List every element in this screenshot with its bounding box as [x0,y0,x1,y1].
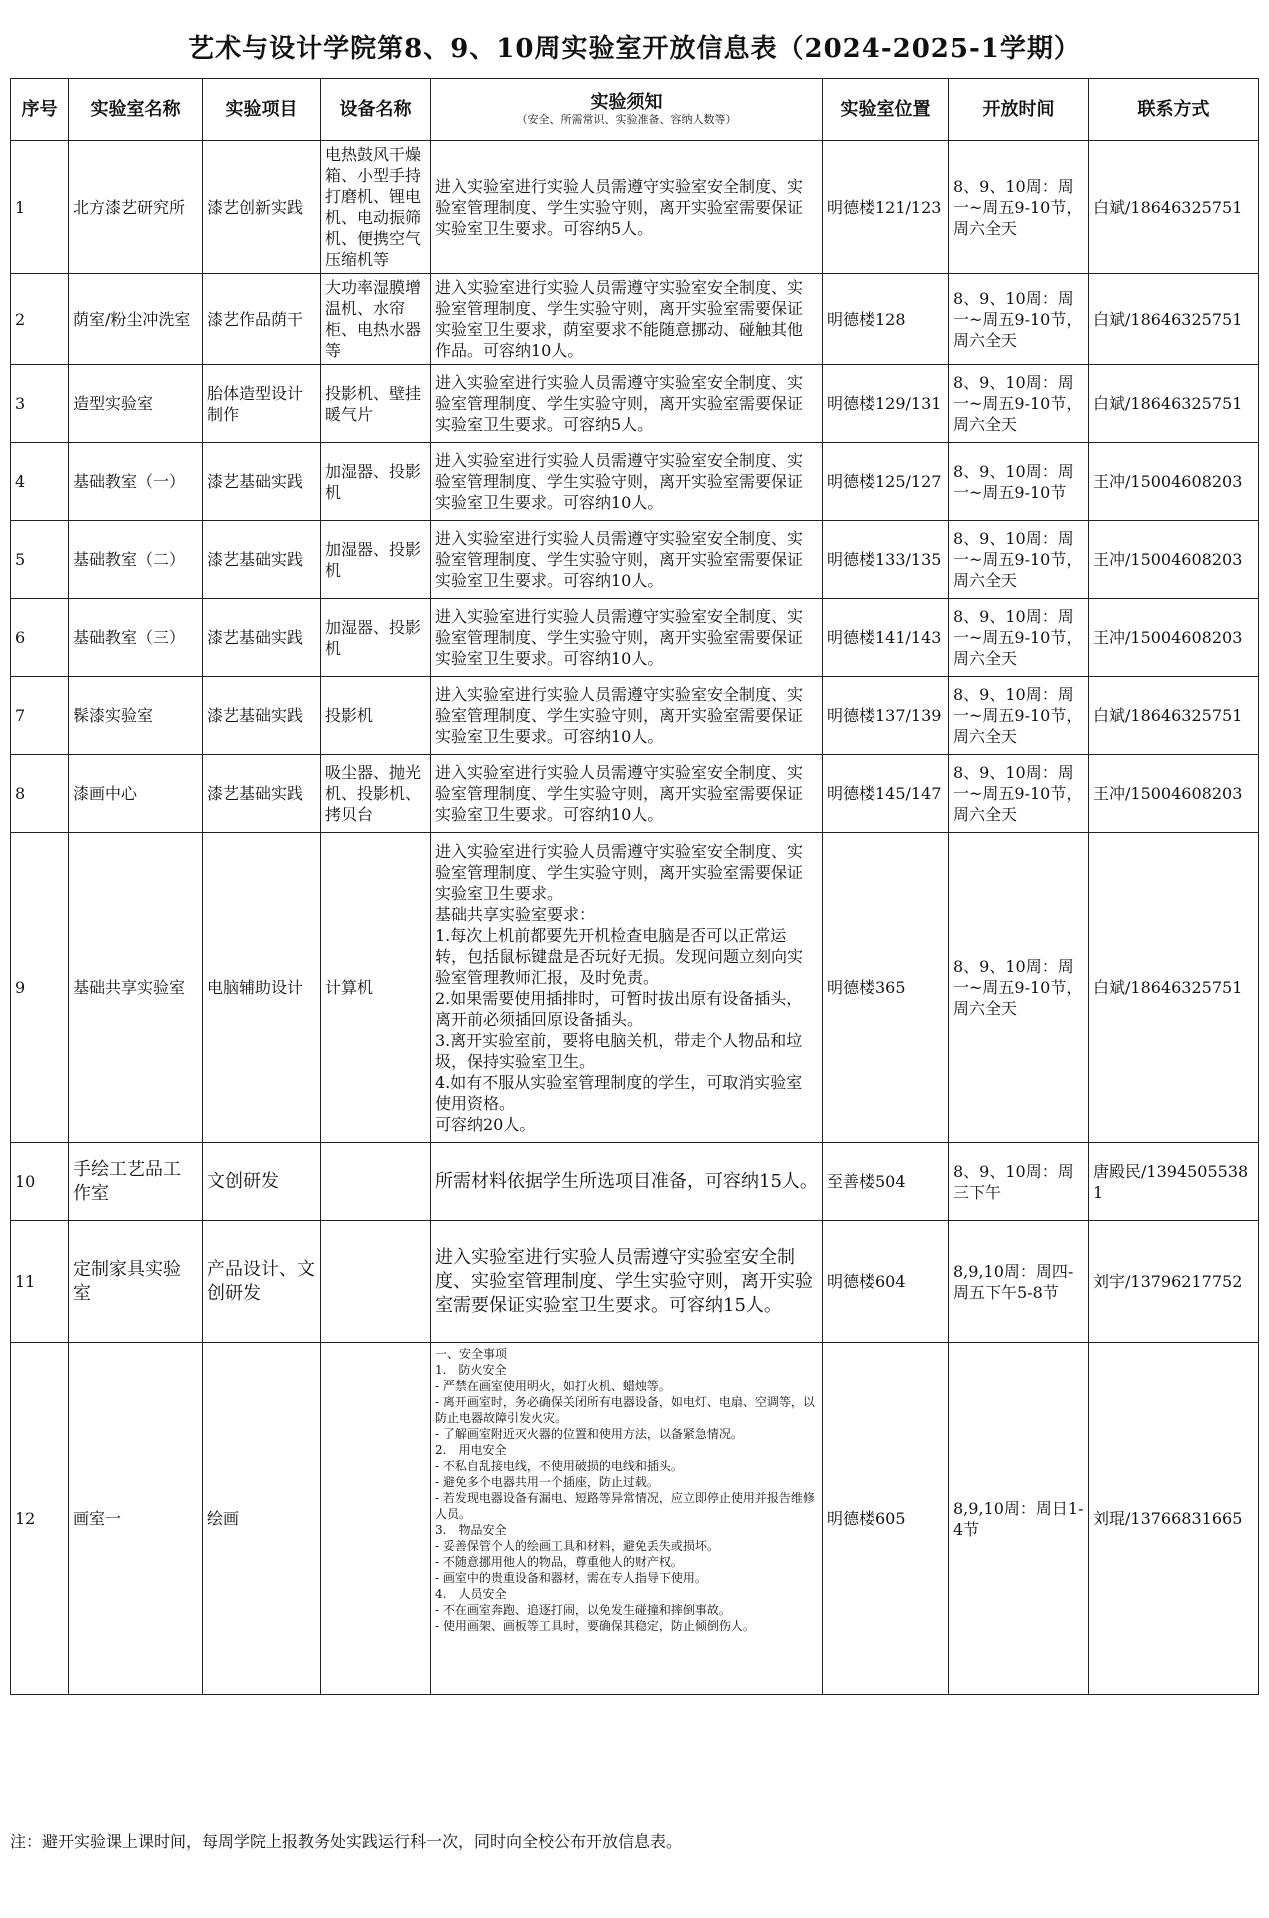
cell-no: 5 [11,521,69,599]
cell-notes: 进入实验室进行实验人员需遵守实验室安全制度、实验室管理制度、学生实验守则，离开实验室需要保证实验室卫生要求。可容纳10人。 [431,677,823,755]
cell-no: 10 [11,1143,69,1221]
cell-contact: 刘宇/13796217752 [1089,1221,1259,1343]
cell-equipment [321,1143,431,1221]
header-contact: 联系方式 [1089,79,1259,141]
table-row [11,443,1259,521]
cell-project: 绘画 [203,1343,321,1695]
cell-name: 造型实验室 [69,365,203,443]
page-title: 艺术与设计学院第8、9、10周实验室开放信息表（2024-2025-1学期） [188,34,1081,64]
header-notes-title: 实验须知 [590,92,663,113]
cell-name: 基础共享实验室 [69,833,203,1143]
cell-time: 8、9、10周：周一~周五9-10节 [949,443,1089,521]
header-project: 实验项目 [203,79,321,141]
cell-notes: 进入实验室进行实验人员需遵守实验室安全制度、实验室管理制度、学生实验守则，离开实验室需要保证实验室卫生要求。可容纳10人。 [431,599,823,677]
cell-equipment: 加湿器、投影机 [321,599,431,677]
cell-contact: 王冲/15004608203 [1089,521,1259,599]
cell-name: 基础教室（二） [69,521,203,599]
cell-notes: 进入实验室进行实验人员需遵守实验室安全制度、实验室管理制度、学生实验守则，离开实验室需要保证实验室卫生要求。可容纳5人。 [431,141,823,274]
table-row [11,365,1259,443]
cell-no: 7 [11,677,69,755]
cell-time: 8,9,10周：周日1-4节 [949,1343,1089,1695]
cell-notes: 进入实验室进行实验人员需遵守实验室安全制度、实验室管理制度、学生实验守则，离开实验室需要保证实验室卫生要求。可容纳15人。 [431,1221,823,1343]
cell-contact: 刘琨/13766831665 [1089,1343,1259,1695]
cell-location: 至善楼504 [823,1143,949,1221]
cell-time: 8、9、10周：周一~周五9-10节，周六全天 [949,755,1089,833]
table-row [11,677,1259,755]
cell-project: 漆艺基础实践 [203,443,321,521]
table-row [11,833,1259,1143]
cell-project: 电脑辅助设计 [203,833,321,1143]
header-equipment: 设备名称 [321,79,431,141]
cell-no: 1 [11,141,69,274]
cell-location: 明德楼129/131 [823,365,949,443]
cell-equipment [321,1221,431,1343]
cell-name: 画室一 [69,1343,203,1695]
header-no: 序号 [11,79,69,141]
cell-project: 漆艺创新实践 [203,141,321,274]
cell-no: 9 [11,833,69,1143]
table-row [11,755,1259,833]
cell-notes: 进入实验室进行实验人员需遵守实验室安全制度、实验室管理制度、学生实验守则，离开实验室需要保证实验室卫生要求。可容纳10人。 [431,443,823,521]
cell-location: 明德楼365 [823,833,949,1143]
cell-contact: 白斌/18646325751 [1089,365,1259,443]
cell-time: 8、9、10周：周一~周五9-10节，周六全天 [949,365,1089,443]
table-row [11,274,1259,365]
cell-contact: 唐殿民/13945055381 [1089,1143,1259,1221]
cell-equipment: 投影机、壁挂暖气片 [321,365,431,443]
cell-location: 明德楼121/123 [823,141,949,274]
cell-equipment: 加湿器、投影机 [321,443,431,521]
cell-no: 4 [11,443,69,521]
header-notes [431,79,823,141]
cell-equipment: 加湿器、投影机 [321,521,431,599]
cell-project: 漆艺基础实践 [203,599,321,677]
cell-equipment [321,1343,431,1695]
cell-equipment: 计算机 [321,833,431,1143]
cell-notes: 所需材料依据学生所选项目准备，可容纳15人。 [431,1143,823,1221]
cell-time: 8、9、10周：周一~周五9-10节，周六全天 [949,141,1089,274]
cell-project: 漆艺基础实践 [203,521,321,599]
cell-time: 8、9、10周：周一~周五9-10节，周六全天 [949,599,1089,677]
header-notes-subtitle: （安全、所需常识、实验准备、容纳人数等） [516,113,737,126]
cell-time: 8、9、10周：周一~周五9-10节，周六全天 [949,833,1089,1143]
cell-notes: 一、安全事项 1. 防火安全 - 严禁在画室使用明火，如打火机、蜡烛等。 - 离开画室时，务必确保关闭所有电器设备，如电灯、电扇、空调等，以防止电器故障引发火灾。 - 了解画室附近灭火器的位置和使用方法，以备紧急情况。 2. 用电安全 - 不私自乱接电线，不使用破损的电线和插头。 - 避免多个电器共用一个插座，防止过载。 - 若发现电器设备有漏电、短路等异常情况，应立即停止使用并报告维修人员。 3. 物品安全 - 妥善保管个人的绘画工具和材料，避免丢失或损坏。 - 不随意挪用他人的物品，尊重他人的财产权。 - 画室中的贵重设备和器材，需在专人指导下使用。 4. 人员安全 - 不在画室奔跑、追逐打闹，以免发生碰撞和摔倒事故。 - 使用画架、画板等工具时，要确保其稳定，防止倾倒伤人。 [431,1343,823,1695]
cell-time: 8、9、10周：周三下午 [949,1143,1089,1221]
cell-notes: 进入实验室进行实验人员需遵守实验室安全制度、实验室管理制度、学生实验守则，离开实验室需要保证实验室卫生要求，荫室要求不能随意挪动、碰触其他作品。可容纳10人。 [431,274,823,365]
table-row [11,521,1259,599]
cell-no: 2 [11,274,69,365]
cell-project: 胎体造型设计制作 [203,365,321,443]
cell-no: 8 [11,755,69,833]
cell-name: 手绘工艺品工作室 [69,1143,203,1221]
cell-contact: 王冲/15004608203 [1089,755,1259,833]
cell-name: 基础教室（一） [69,443,203,521]
cell-location: 明德楼605 [823,1343,949,1695]
cell-no: 12 [11,1343,69,1695]
cell-contact: 白斌/18646325751 [1089,833,1259,1143]
cell-name: 基础教室（三） [69,599,203,677]
cell-name: 髹漆实验室 [69,677,203,755]
cell-project: 漆艺基础实践 [203,677,321,755]
cell-location: 明德楼145/147 [823,755,949,833]
cell-equipment: 吸尘器、抛光机、投影机、拷贝台 [321,755,431,833]
cell-no: 11 [11,1221,69,1343]
header-row [11,79,1259,141]
cell-contact: 王冲/15004608203 [1089,599,1259,677]
cell-project: 产品设计、文创研发 [203,1221,321,1343]
table-row [11,141,1259,274]
cell-time: 8、9、10周：周一~周五9-10节，周六全天 [949,677,1089,755]
table-row [11,1221,1259,1343]
cell-time: 8、9、10周：周一~周五9-10节，周六全天 [949,274,1089,365]
cell-notes: 进入实验室进行实验人员需遵守实验室安全制度、实验室管理制度、学生实验守则，离开实验室需要保证实验室卫生要求。 基础共享实验室要求： 1.每次上机前都要先开机检查电脑是否可以正常运转，包括鼠标键盘是否玩好无损。发现问题立刻向实验室管理教师汇报，及时免责。 2.如果需要使用插排时，可暂时拔出原有设备插头，离开前必须插回原设备插头。 3.离开实验室前，要将电脑关机，带走个人物品和垃圾，保持实验室卫生。 4.如有不服从实验室管理制度的学生，可取消实验室使用资格。 可容纳20人。 [431,833,823,1143]
cell-notes: 进入实验室进行实验人员需遵守实验室安全制度、实验室管理制度、学生实验守则，离开实验室需要保证实验室卫生要求。可容纳5人。 [431,365,823,443]
cell-location: 明德楼125/127 [823,443,949,521]
footer-note: 注：避开实验课上课时间，每周学院上报教务处实践运行科一次，同时向全校公布开放信息表。 [10,1832,683,1851]
table-row [11,1143,1259,1221]
cell-name: 荫室/粉尘冲洗室 [69,274,203,365]
cell-notes: 进入实验室进行实验人员需遵守实验室安全制度、实验室管理制度、学生实验守则，离开实验室需要保证实验室卫生要求。可容纳10人。 [431,755,823,833]
cell-contact: 白斌/18646325751 [1089,274,1259,365]
cell-no: 3 [11,365,69,443]
cell-location: 明德楼133/135 [823,521,949,599]
header-time: 开放时间 [949,79,1089,141]
header-name: 实验室名称 [69,79,203,141]
cell-location: 明德楼137/139 [823,677,949,755]
table-row [11,1343,1259,1695]
cell-location: 明德楼604 [823,1221,949,1343]
cell-contact: 王冲/15004608203 [1089,443,1259,521]
cell-time: 8、9、10周：周一~周五9-10节，周六全天 [949,521,1089,599]
lab-info-table [10,78,1259,1695]
cell-notes: 进入实验室进行实验人员需遵守实验室安全制度、实验室管理制度、学生实验守则，离开实验室需要保证实验室卫生要求。可容纳10人。 [431,521,823,599]
table-row [11,599,1259,677]
cell-time: 8,9,10周：周四-周五下午5-8节 [949,1221,1089,1343]
cell-project: 文创研发 [203,1143,321,1221]
cell-name: 定制家具实验室 [69,1221,203,1343]
cell-location: 明德楼141/143 [823,599,949,677]
cell-location: 明德楼128 [823,274,949,365]
cell-equipment: 电热鼓风干燥箱、小型手持打磨机、锂电机、电动振筛机、便携空气压缩机等 [321,141,431,274]
cell-equipment: 投影机 [321,677,431,755]
cell-equipment: 大功率湿膜增温机、水帘柜、电热水器等 [321,274,431,365]
cell-project: 漆艺基础实践 [203,755,321,833]
cell-project: 漆艺作品荫干 [203,274,321,365]
cell-contact: 白斌/18646325751 [1089,677,1259,755]
cell-contact: 白斌/18646325751 [1089,141,1259,274]
cell-name: 北方漆艺研究所 [69,141,203,274]
cell-name: 漆画中心 [69,755,203,833]
cell-no: 6 [11,599,69,677]
header-location: 实验室位置 [823,79,949,141]
